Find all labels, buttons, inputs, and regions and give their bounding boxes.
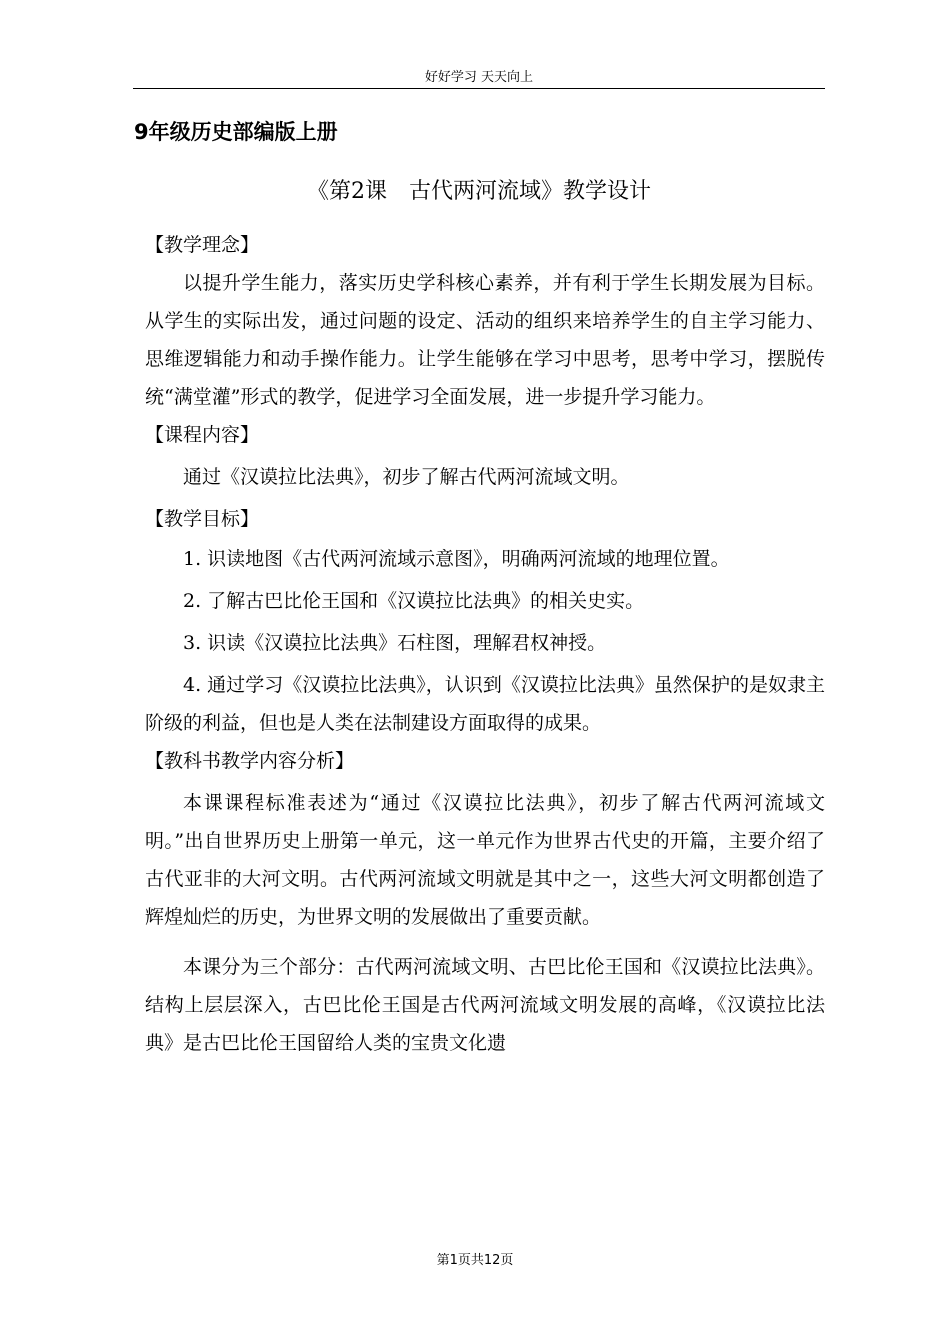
- section-heading-concept: 【教学理念】: [145, 234, 260, 256]
- goal-item-3: 3. 识读《汉谟拉比法典》石柱图，理解君权神授。: [183, 632, 607, 654]
- document-body: [145, 226, 825, 1062]
- analysis-paragraph-1: 本课课程标准表述为“通过《汉谟拉比法典》，初步了解古代两河流域文明。”出自世界历史上册第一单元，这一单元作为世界古代史的开篇，主要介绍了古代亚非的大河文明。古代两河流域文明就是其中之一，这些大河文明都创造了辉煌灿烂的历史，为世界文明的发展做出了重要贡献。: [145, 792, 825, 928]
- section-heading-course: 【课程内容】: [145, 424, 260, 446]
- document-title: 《第2课 古代两河流域》教学设计: [307, 179, 651, 204]
- section-heading-goals: 【教学目标】: [145, 508, 260, 530]
- goal-item-2: 2. 了解古巴比伦王国和《汉谟拉比法典》的相关史实。: [183, 590, 645, 612]
- page-footer: 第1页共12页: [436, 1253, 514, 1268]
- section-heading-analysis: 【教科书教学内容分析】: [145, 750, 355, 772]
- analysis-paragraph-2: 本课分为三个部分：古代两河流域文明、古巴比伦王国和《汉谟拉比法典》。结构上层层深入，古巴比伦王国是古代两河流域文明发展的高峰，《汉谟拉比法典》是古巴比伦王国留给人类的宝贵文化遗: [145, 956, 825, 1054]
- header-divider: [133, 88, 825, 89]
- course-paragraph: 通过《汉谟拉比法典》，初步了解古代两河流域文明。: [183, 466, 630, 488]
- goal-item-4: 4. 通过学习《汉谟拉比法典》，认识到《汉谟拉比法典》虽然保护的是奴隶主阶级的利益，但也是人类在法制建设方面取得的成果。: [145, 674, 825, 734]
- concept-paragraph: 以提升学生能力，落实历史学科核心素养，并有利于学生长期发展为目标。从学生的实际出发，通过问题的设定、活动的组织来培养学生的自主学习能力、思维逻辑能力和动手操作能力。让学生能够在学习中思考，思考中学习，摆脱传统“满堂灌”形式的教学，促进学习全面发展，进一步提升学习能力。: [145, 272, 825, 408]
- goal-item-1: 1. 识读地图《古代两河流域示意图》，明确两河流域的地理位置。: [183, 548, 730, 570]
- subject-heading: 9年级历史部编版上册: [134, 120, 338, 144]
- page-header: 好好学习 天天向上: [424, 70, 534, 85]
